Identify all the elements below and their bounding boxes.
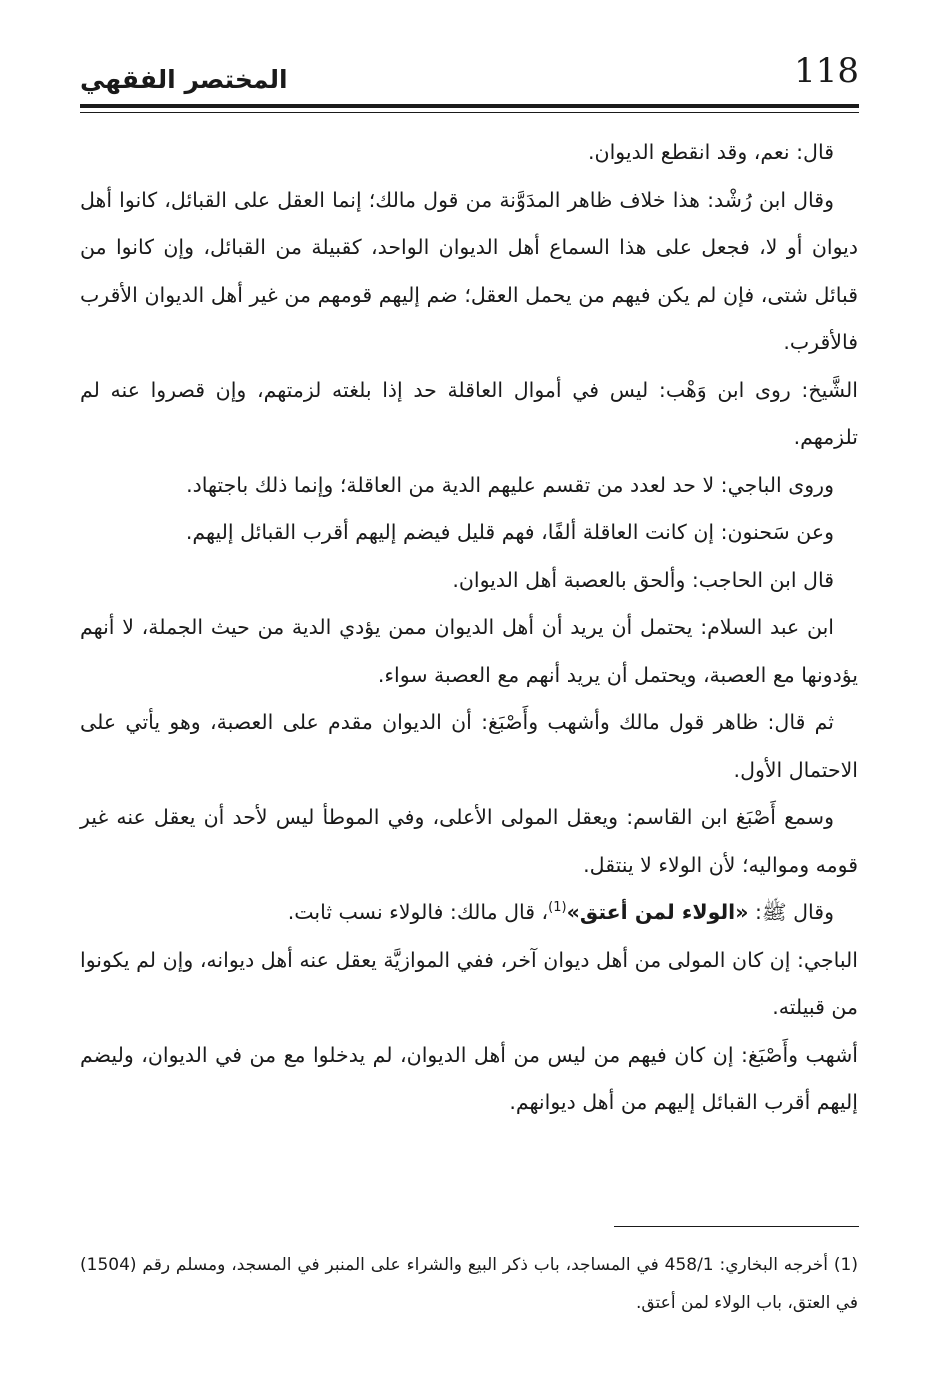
paragraph: ثم قال: ظاهر قول مالك وأشهب وأَصْبَغ: أن الديوان مقدم على العصبة، وهو يأتي على الاحتمال الأول. xyxy=(80,710,858,782)
paragraph: ابن عبد السلام: يحتمل أن يريد أن أهل الديوان ممن يؤدي الدية من حيث الجملة، لا أنهم يؤدونها مع العصبة، ويحتمل أن يريد أنهم مع العصبة سواء. xyxy=(80,615,858,687)
hadith-intro: وقال ﷺ: xyxy=(748,900,834,924)
paragraph: وسمع أَصْبَغ ابن القاسم: ويعقل المولى الأعلى، وفي الموطأ ليس لأحد أن يعقل عنه غير قومه ومواليه؛ لأن الولاء لا ينتقل. xyxy=(80,805,858,877)
paragraph: الباجي: إن كان المولى من أهل ديوان آخر، ففي الموازيَّة يعقل عنه أهل ديوانه، وإن لم يكونوا من قبيلته. xyxy=(80,947,858,1019)
page-number: 118 xyxy=(794,51,859,91)
paragraph: الشَّيخ: روى ابن وَهْب: ليس في أموال العاقلة حد إذا بلغته لزمتهم، وإن قصروا عنه لم تلزمهم. xyxy=(80,377,858,449)
footnote-reference[interactable]: (1) xyxy=(548,900,567,916)
footnotes xyxy=(80,1246,858,1322)
page-header xyxy=(80,48,859,96)
book-title: المختصر الفقهي xyxy=(80,65,288,94)
paragraph: وقال ابن رُشْد: هذا خلاف ظاهر المدَوَّنة من قول مالك؛ إنما العقل على القبائل، كانوا أهل ديوان أو لا، فجعل على هذا السماع أهل الديوان الواحد، كقبيلة من القبائل، وإن كانوا من قبائل شتى، فإن لم يكن فيهم من يحمل العقل؛ ضم إليهم قومهم من غير أهل الديوان الأقرب فالأقرب. xyxy=(80,187,858,354)
footnote-separator xyxy=(614,1226,859,1227)
hadith-quote: «الولاء لمن أعتق» xyxy=(566,900,749,924)
paragraph: وروى الباجي: لا حد لعدد من تقسم عليهم الدية من العاقلة؛ وإنما ذلك باجتهاد. xyxy=(186,472,834,497)
hadith-continuation: ، قال مالك: فالولاء نسب ثابت. xyxy=(287,900,549,924)
paragraph: وعن سَحنون: إن كانت العاقلة ألفًا، فهم قليل فيضم إليهم أقرب القبائل إليهم. xyxy=(185,520,834,544)
main-text xyxy=(80,129,858,1127)
header-rule-thick xyxy=(80,104,859,108)
footnote xyxy=(80,1246,858,1322)
footnote-text: (1) أخرجه البخاري: 458/1 في المساجد، باب ذكر البيع والشراء على المنبر في المسجد، ومسلم رقم (1504) في العتق، باب الولاء لمن أعتق. xyxy=(80,1255,858,1313)
paragraph-hadith xyxy=(80,889,858,937)
paragraph: قال ابن الحاجب: وألحق بالعصبة أهل الديوان. xyxy=(452,567,834,592)
header-rule-thin xyxy=(80,112,859,113)
paragraph: قال: نعم، وقد انقطع الديوان. xyxy=(588,140,834,164)
paragraph: أشهب وأَصْبَغ: إن كان فيهم من ليس من أهل الديوان، لم يدخلوا مع من في الديوان، وليضم إليهم أقرب القبائل إليهم من أهل ديوانهم. xyxy=(80,1042,858,1114)
